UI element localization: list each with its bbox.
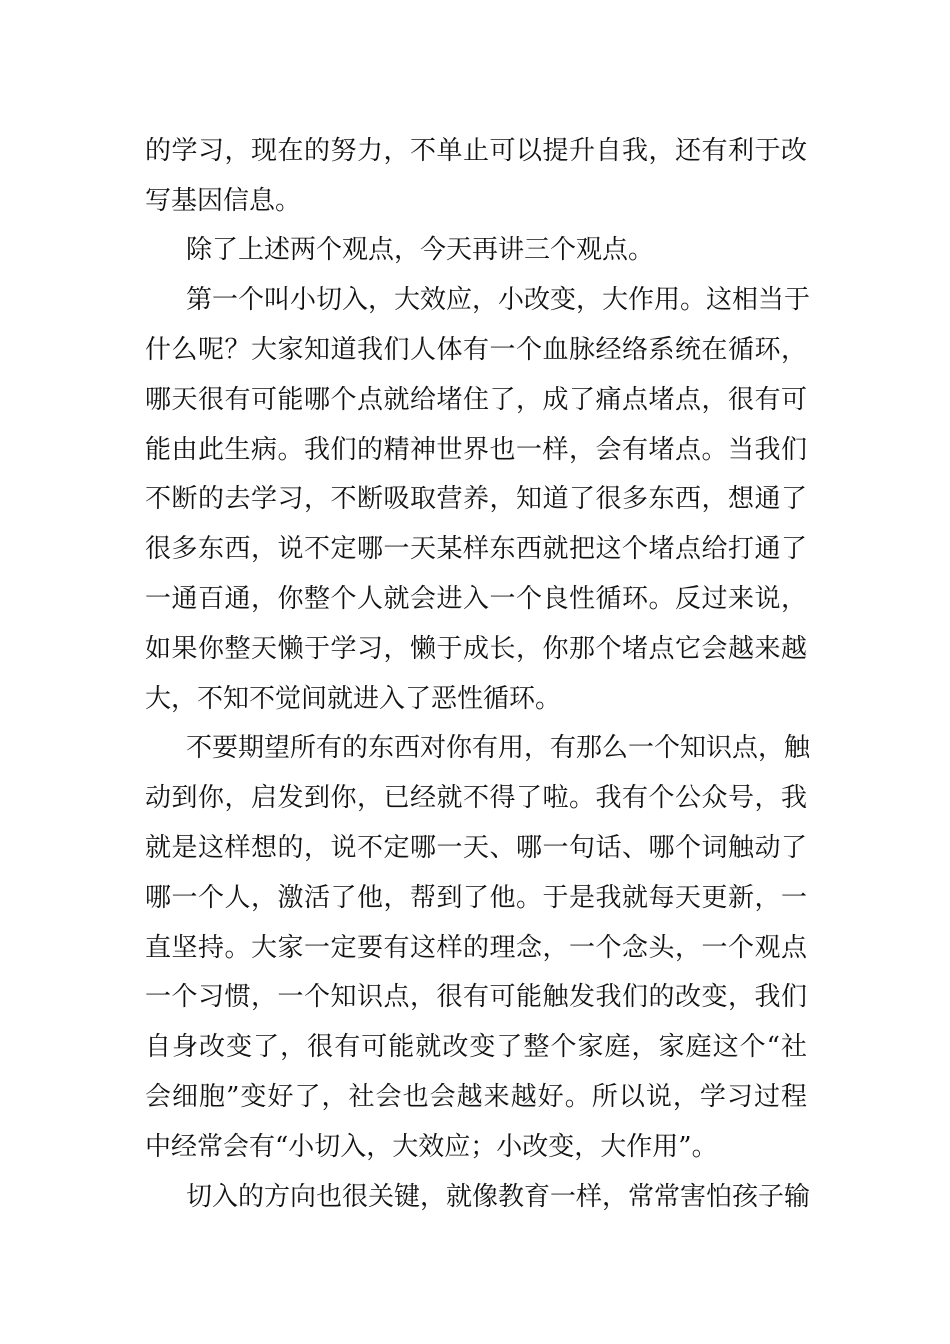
text-line-7: 能由此生病。我们的精神世界也一样，会有堵点。当我们 [145,435,807,465]
text-line-17: 直坚持。大家一定要有这样的理念，一个念头，一个观点 [145,933,807,963]
paragraph-expectation: 不要期望所有的东西对你有用，有那么一个知识点，触 [186,733,811,763]
text-line-12: 大，不知不觉间就进入了恶性循环。 [145,684,562,714]
text-line-21: 中经常会有“小切入，大效应；小改变，大作用”。 [145,1132,718,1162]
paragraph-first-point: 第一个叫小切入，大效应，小改变，大作用。这相当于 [186,285,811,315]
text-line-14: 动到你，启发到你，已经就不得了啦。我有个公众号，我 [145,783,807,813]
text-line-10: 一通百通，你整个人就会进入一个良性循环。反过来说， [145,584,807,614]
text-line-6: 哪天很有可能哪个点就给堵住了，成了痛点堵点，很有可 [145,385,807,415]
text-line-5: 什么呢？大家知道我们人体有一个血脉经络系统在循环， [145,335,807,365]
paragraph-intro: 除了上述两个观点，今天再讲三个观点。 [186,235,655,265]
text-line-20: 会细胞”变好了，社会也会越来越好。所以说，学习过程 [145,1082,807,1112]
text-line-18: 一个习惯，一个知识点，很有可能触发我们的改变，我们 [145,982,807,1012]
text-line-8: 不断的去学习，不断吸取营养，知道了很多东西，想通了 [145,484,807,514]
paragraph-direction: 切入的方向也很关键，就像教育一样，常常害怕孩子输 [186,1182,811,1212]
text-line-2: 写基因信息。 [145,186,302,216]
text-line-19: 自身改变了，很有可能就改变了整个家庭，家庭这个“社 [145,1032,807,1062]
text-line-16: 哪一个人，激活了他，帮到了他。于是我就每天更新，一 [145,883,807,913]
text-line-1: 的学习，现在的努力，不单止可以提升自我，还有利于改 [145,136,807,166]
text-line-15: 就是这样想的，说不定哪一天、哪一句话、哪个词触动了 [145,833,807,863]
text-line-11: 如果你整天懒于学习，懒于成长，你那个堵点它会越来越 [145,634,807,664]
text-line-9: 很多东西，说不定哪一天某样东西就把这个堵点给打通了 [145,534,807,564]
